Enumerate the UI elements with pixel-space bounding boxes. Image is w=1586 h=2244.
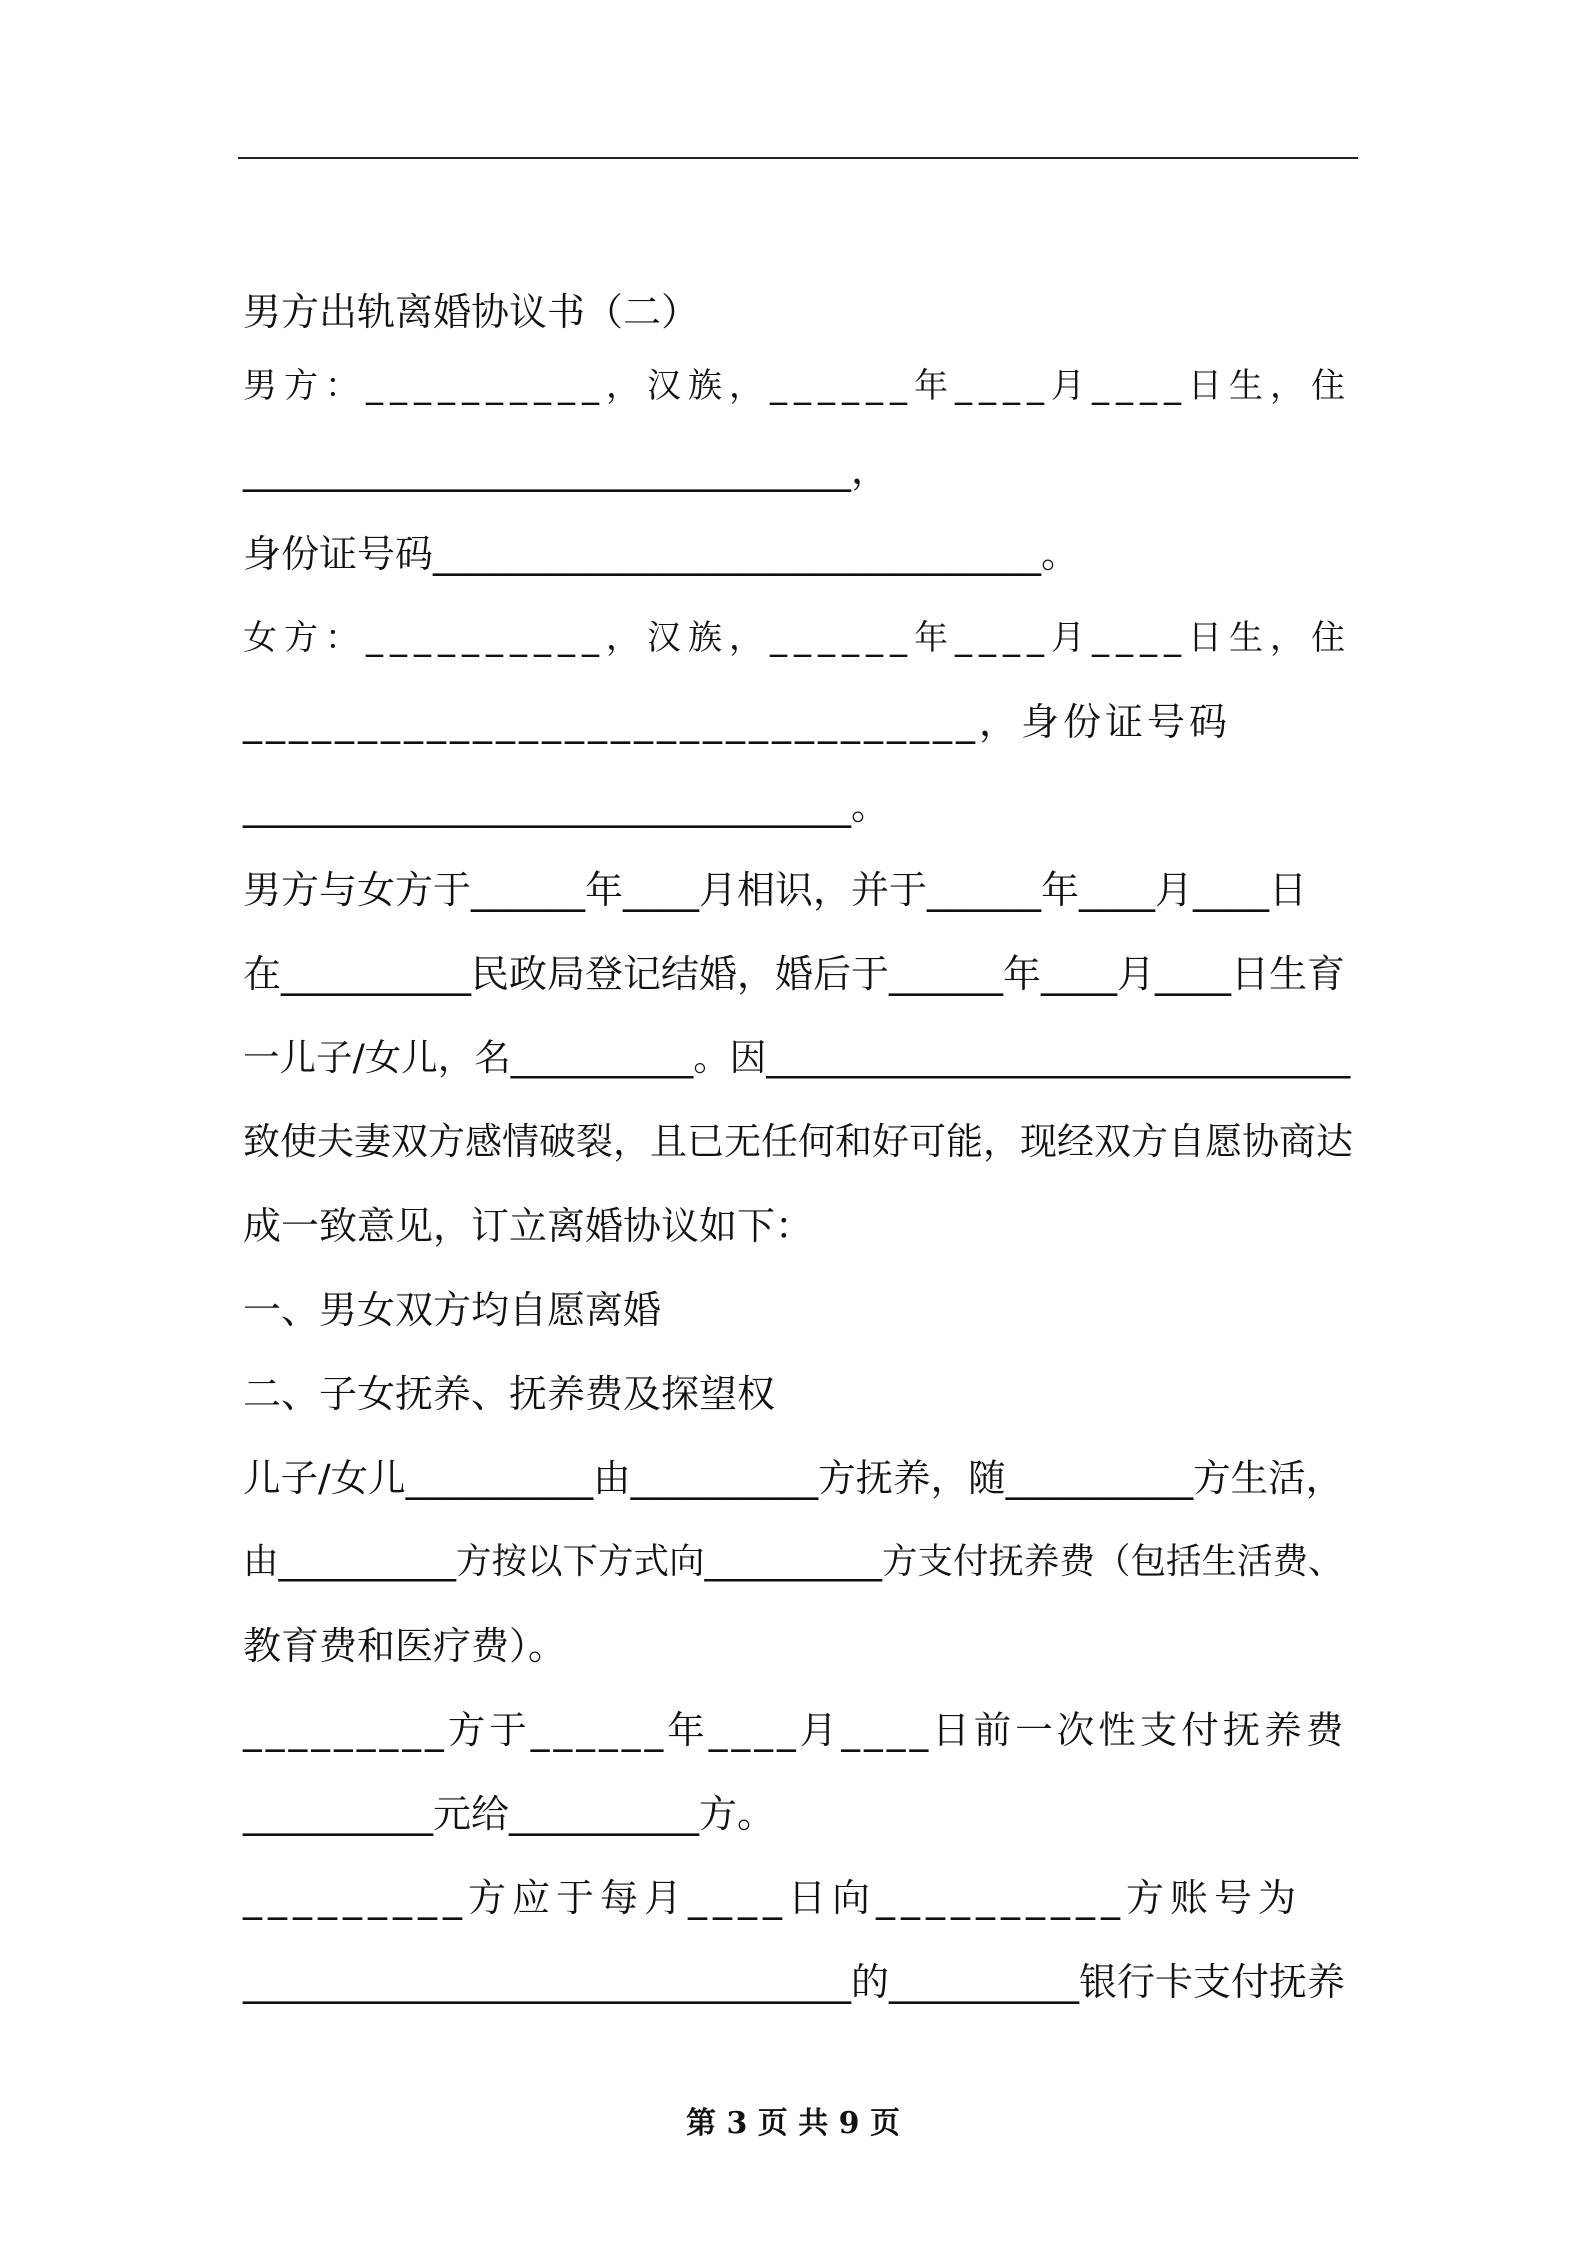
text-line: 女方：__________，汉族，______年____月____日生，住 — [243, 618, 1352, 658]
text-line: ________________________________的__________银行卡支付抚养 — [243, 1960, 1346, 2004]
text-line: 由__________方按以下方式向__________方支付抚养费（包括生活费、 — [243, 1541, 1344, 1582]
text-line: 身份证号码________________________________。 — [243, 532, 1080, 576]
text-line: _________方于______年____月____日前一次性支付抚养费 — [243, 1708, 1348, 1752]
text-line: 致使夫妻双方感情破裂，且已无任何和好可能，现经双方自愿协商达 — [243, 1120, 1353, 1163]
text-line: 男方：__________，汉族，______年____月____日生，住 — [243, 366, 1352, 406]
text-line: ________________________________，身份证号码 — [243, 700, 1232, 744]
header-rule — [238, 157, 1358, 159]
section-heading: 一、男女双方均自愿离婚 — [243, 1288, 662, 1332]
text-line: ________________________________。 — [243, 784, 890, 828]
text-line: __________元给__________方。 — [243, 1792, 776, 1836]
text-line: _________方应于每月____日向__________方账号为 — [243, 1876, 1303, 1920]
text-line: 成一致意见，订立离婚协议如下： — [243, 1204, 814, 1248]
document-body — [243, 280, 1353, 2024]
text-line: 在__________民政局登记结婚，婚后于______年____月____日生育 — [243, 952, 1346, 996]
text-line: ________________________________， — [243, 448, 890, 492]
text-line: 儿子/女儿__________由__________方抚养，随__________方生活， — [243, 1456, 1344, 1500]
section-heading: 二、子女抚养、抚养费及探望权 — [243, 1372, 776, 1416]
text-line: 教育费和医疗费）。 — [243, 1624, 567, 1668]
text-line: 男方与女方于______年____月相识，并于______年____月____日 — [243, 868, 1308, 912]
page-number-footer: 第 3 页 共 9 页 — [686, 2106, 900, 2141]
document-title: 男方出轨离婚协议书（二） — [243, 290, 700, 334]
text-line: 一儿子/女儿，名__________。因________________________________ — [243, 1036, 1351, 1079]
